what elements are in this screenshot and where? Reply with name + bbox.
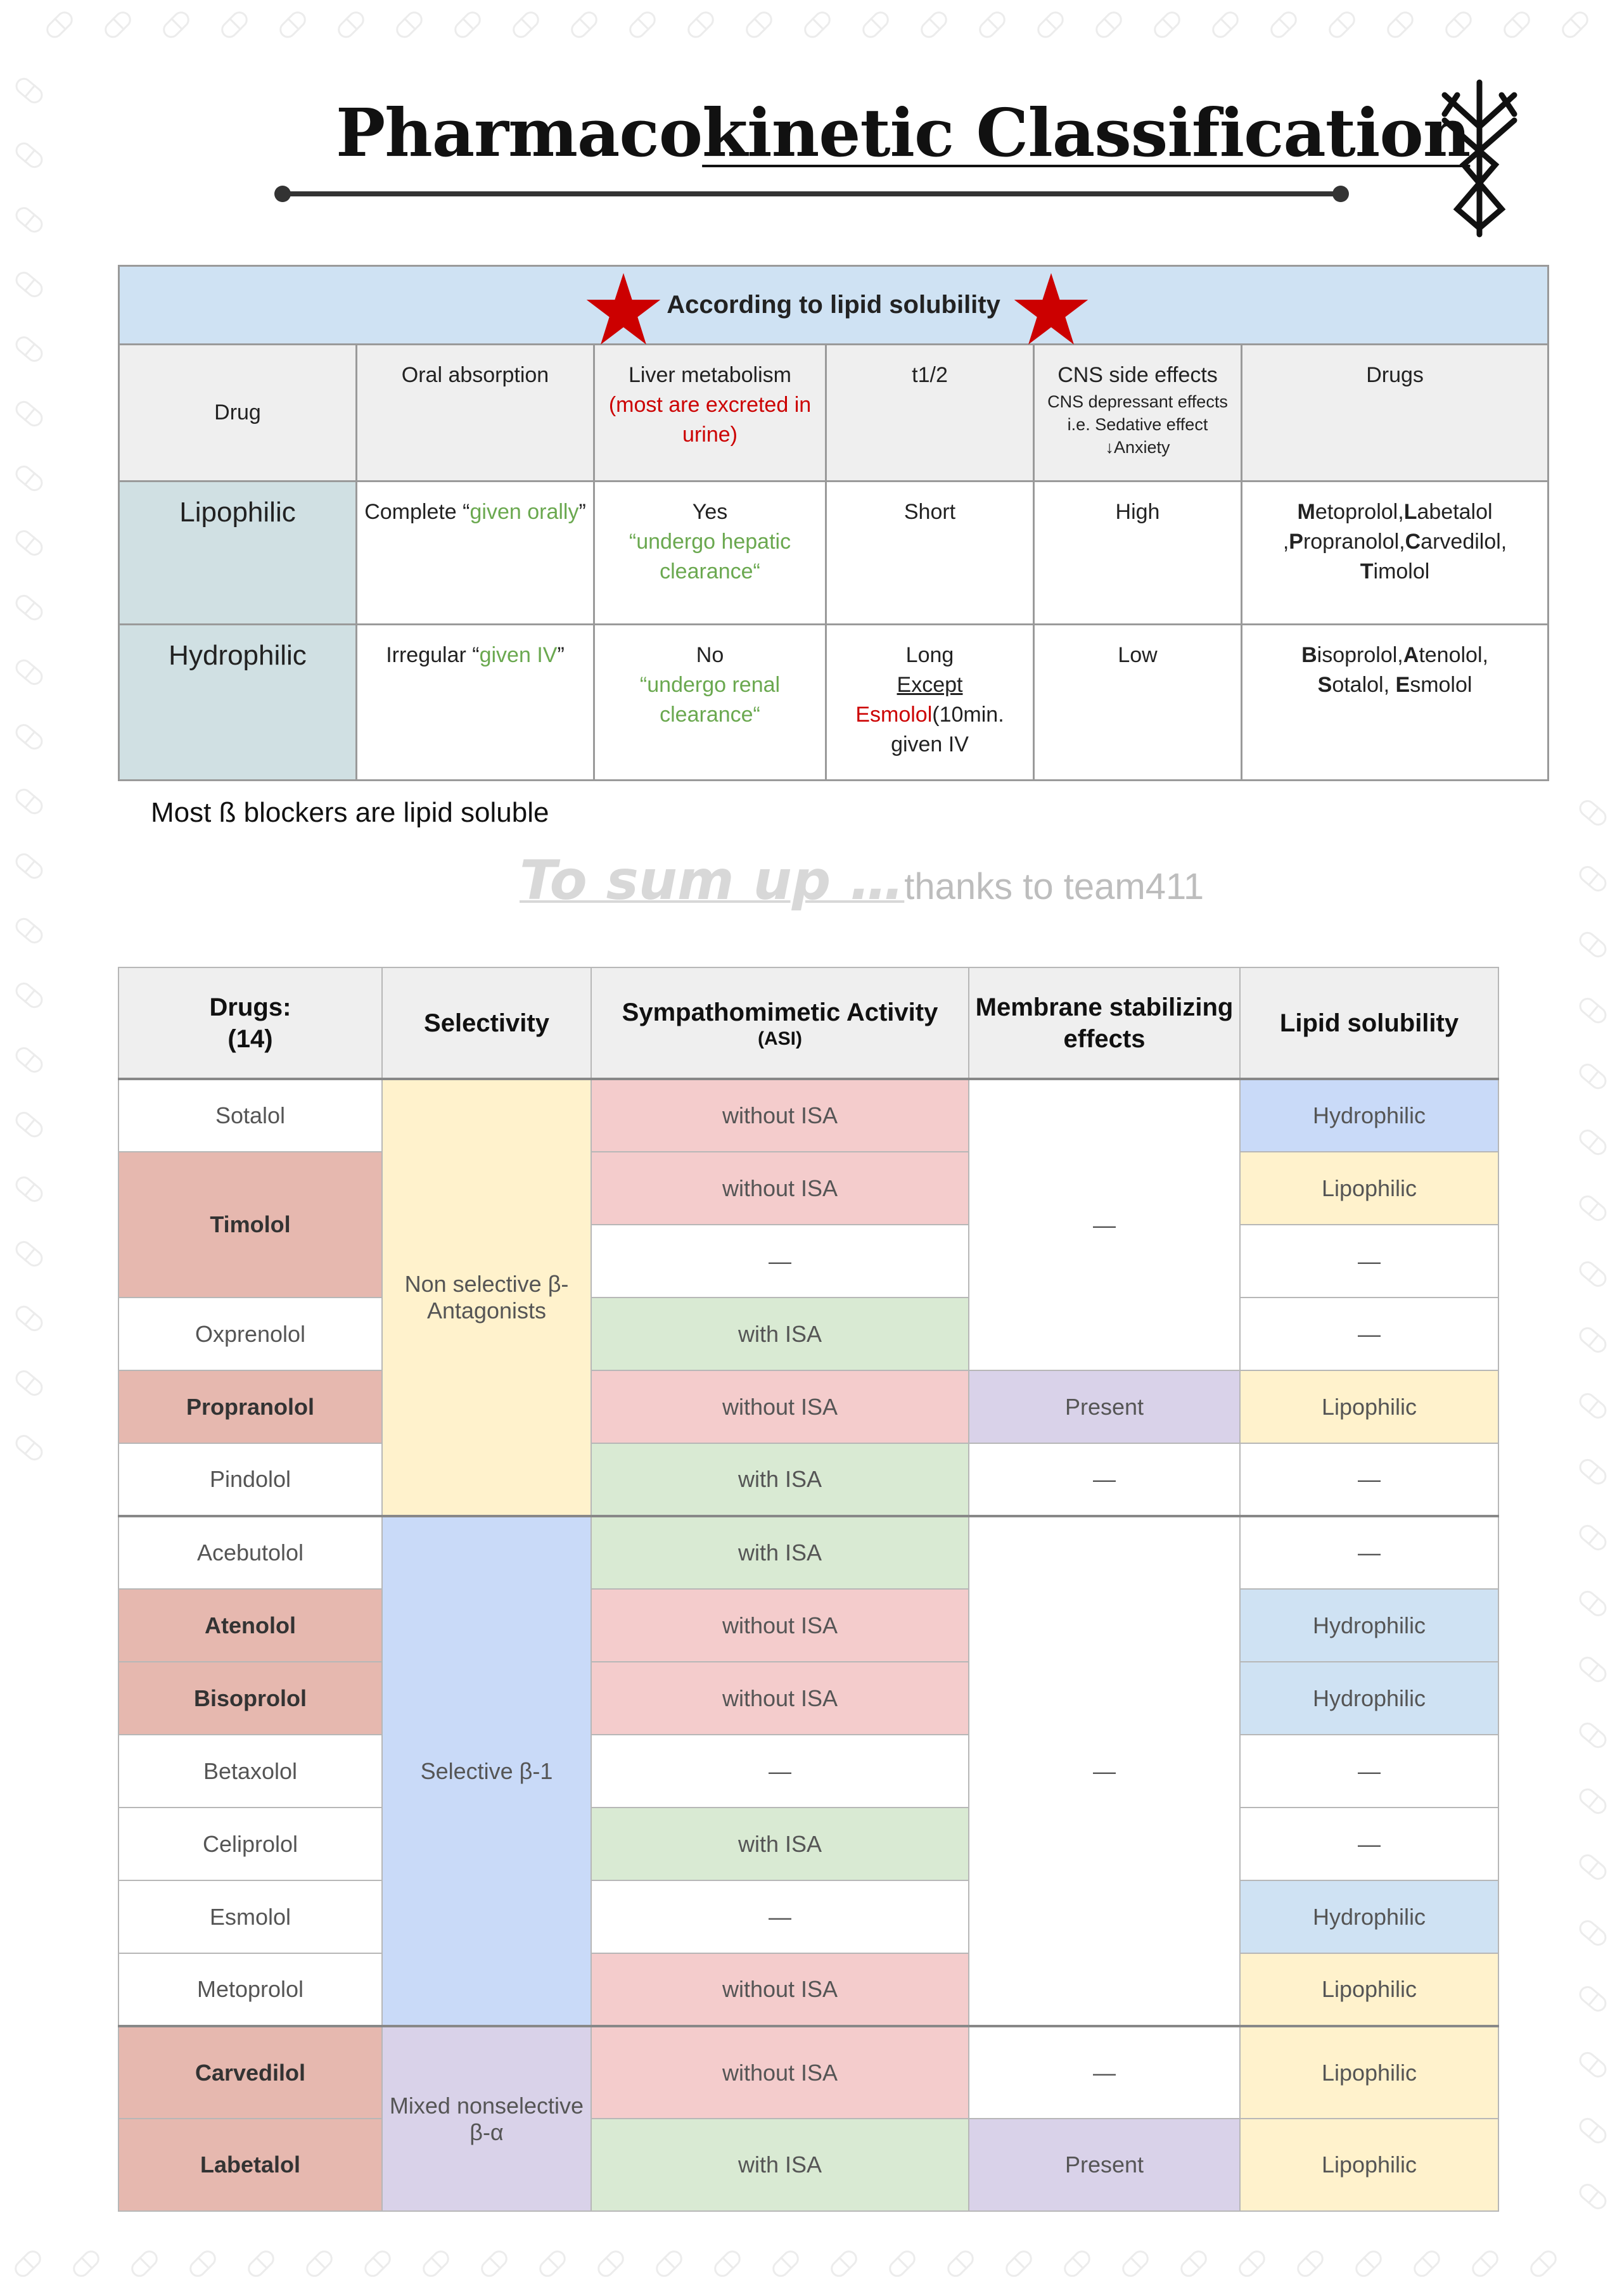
pill-decoration-icon (1576, 2181, 1609, 2213)
asi-cell: with ISA (591, 1443, 969, 1516)
table-row (118, 1808, 1498, 1880)
pill-decoration-icon (12, 527, 46, 559)
drug-cell: Celiprolol (118, 1808, 382, 1880)
lipid-soluble-note: Most ß blockers are lipid soluble (151, 797, 549, 828)
pill-decoration-icon (1151, 8, 1184, 41)
pill-decoration-icon (1576, 1917, 1609, 1949)
pill-decoration-icon (12, 915, 46, 947)
table-row (118, 1370, 1498, 1443)
pill-decoration-icon (1576, 1324, 1609, 1356)
page-title: Pharmacokinetic Classification (336, 94, 1471, 172)
pill-decoration-icon (801, 8, 834, 41)
pill-decoration-icon (1576, 1061, 1609, 1093)
membrane-cell: — (969, 1079, 1240, 1370)
selectivity-cell: Selective β-1 (382, 1516, 591, 2026)
pill-decoration-icon (711, 2247, 744, 2280)
pill-decoration-icon (12, 204, 46, 236)
pill-decoration-icon (1002, 2247, 1035, 2280)
pill-decoration-icon (12, 850, 46, 883)
membrane-cell: — (969, 2026, 1240, 2119)
col-header-membrane: Membrane stabilizing effects (969, 967, 1240, 1079)
lipophilic-drugs: Metoprolol,Labetalol ,Propranolol,Carvedilol, Timolol (1242, 482, 1549, 625)
pill-decoration-icon (653, 2247, 686, 2280)
pill-decoration-icon (859, 8, 892, 41)
pill-decoration-icon (12, 398, 46, 430)
asi-cell: without ISA (591, 1079, 969, 1152)
table-row (118, 2026, 1498, 2119)
pill-decoration-icon (1576, 1654, 1609, 1686)
asi-cell: with ISA (591, 1298, 969, 1370)
asi-cell: — (591, 1225, 969, 1298)
beta-blocker-summary-table (118, 967, 1499, 2212)
asi-cell: with ISA (591, 2119, 969, 2211)
lipophilic-cns: High (1034, 482, 1242, 625)
drug-cell: Betaxolol (118, 1735, 382, 1808)
col-header-t12: t1/2 (826, 345, 1034, 482)
pill-decoration-icon (12, 1303, 46, 1335)
drug-cell: Labetalol (118, 2119, 382, 2211)
cns-note: CNS depressant effects i.e. Sedative effect ↓Anxiety (1047, 392, 1228, 457)
pill-decoration-icon (393, 8, 426, 41)
hydrophilic-t12: Long Except Esmolol(10min. given IV (826, 625, 1034, 781)
lipid-cell: — (1240, 1443, 1498, 1516)
pill-decoration-icon (1442, 8, 1475, 41)
pill-decoration-icon (451, 8, 484, 41)
drug-cell: Acebutolol (118, 1516, 382, 1589)
pill-decoration-icon (335, 8, 367, 41)
table-row (118, 1953, 1498, 2026)
pill-decoration-icon (1576, 2115, 1609, 2147)
pill-decoration-icon (1325, 8, 1358, 41)
membrane-cell: — (969, 1443, 1240, 1516)
lipid-cell: Lipophilic (1240, 2026, 1498, 2119)
pill-decoration-icon (886, 2247, 919, 2280)
lipid-solubility-table (118, 265, 1549, 781)
pill-decoration-icon (917, 8, 950, 41)
lipid-cell: — (1240, 1735, 1498, 1808)
pill-decoration-icon (684, 8, 717, 41)
col-header-liver: Liver metabolism (most are excreted in urine) (594, 345, 826, 482)
drug-cell: Propranolol (118, 1370, 382, 1443)
pill-decoration-icon (12, 1367, 46, 1400)
lipid-cell: — (1240, 1225, 1498, 1298)
pill-decoration-icon (1294, 2247, 1327, 2280)
table-row (118, 1589, 1498, 1662)
asi-cell: with ISA (591, 1516, 969, 1589)
pill-decoration-icon (12, 656, 46, 689)
drug-cell: Bisoprolol (118, 1662, 382, 1735)
pill-decoration-icon (509, 8, 542, 41)
title-divider (283, 191, 1341, 196)
pill-decoration-icon (12, 75, 46, 107)
col-header-asi: Sympathomimetic Activity (ASI) (591, 967, 969, 1079)
pill-decoration-icon (101, 8, 134, 41)
pill-decoration-icon (976, 8, 1009, 41)
pill-decoration-icon (1469, 2247, 1502, 2280)
row-label-hydrophilic: Hydrophilic (119, 625, 357, 781)
pill-decoration-icon (1576, 995, 1609, 1027)
table-row (118, 1443, 1498, 1516)
col-header-selectivity: Selectivity (382, 967, 591, 1079)
lipophilic-oral: Complete “given orally” (357, 482, 594, 625)
pill-decoration-icon (1267, 8, 1300, 41)
pill-decoration-icon (12, 786, 46, 818)
pill-decoration-icon (1576, 929, 1609, 961)
pill-decoration-icon (769, 2247, 802, 2280)
pill-decoration-icon (1236, 2247, 1268, 2280)
pill-decoration-icon (827, 2247, 860, 2280)
pill-decoration-icon (1527, 2247, 1560, 2280)
pill-decoration-icon (1410, 2247, 1443, 2280)
drug-cell: Sotalol (118, 1079, 382, 1152)
hydrophilic-oral: Irregular “given IV” (357, 625, 594, 781)
pill-decoration-icon (1119, 2247, 1152, 2280)
col-header-oral: Oral absorption (357, 345, 594, 482)
pill-decoration-icon (1209, 8, 1242, 41)
pill-decoration-icon (419, 2247, 452, 2280)
pill-decoration-icon (1576, 1456, 1609, 1488)
pill-decoration-icon (1384, 8, 1417, 41)
lipid-cell: Hydrophilic (1240, 1589, 1498, 1662)
pill-decoration-icon (1576, 1719, 1609, 1752)
drug-cell: Metoprolol (118, 1953, 382, 2026)
pill-decoration-icon (11, 2247, 44, 2280)
pill-decoration-icon (743, 8, 776, 41)
table-caption-cell (119, 266, 1549, 345)
red-star-icon (1012, 270, 1090, 348)
membrane-cell: Present (969, 2119, 1240, 2211)
pill-decoration-icon (1576, 1522, 1609, 1554)
lipophilic-t12: Short (826, 482, 1034, 625)
table-row (118, 1079, 1498, 1152)
brand-sigil-logo (1432, 76, 1527, 247)
table-caption: According to lipid solubility (667, 291, 1000, 319)
pill-decoration-icon (1061, 2247, 1094, 2280)
table-row (118, 1152, 1498, 1225)
lipid-cell: Lipophilic (1240, 2119, 1498, 2211)
lipid-cell: — (1240, 1298, 1498, 1370)
selectivity-cell: Mixed nonselective β-α (382, 2026, 591, 2211)
pill-decoration-icon (944, 2247, 977, 2280)
pill-decoration-icon (594, 2247, 627, 2280)
drug-cell: Carvedilol (118, 2026, 382, 2119)
pill-decoration-icon (12, 592, 46, 624)
asi-cell: without ISA (591, 1370, 969, 1443)
hydrophilic-drugs: Bisoprolol,Atenolol, Sotalol, Esmolol (1242, 625, 1549, 781)
pill-decoration-icon (478, 2247, 511, 2280)
pill-decoration-icon (245, 2247, 278, 2280)
asi-cell: without ISA (591, 1589, 969, 1662)
lipid-cell: Hydrophilic (1240, 1079, 1498, 1152)
pill-decoration-icon (1576, 797, 1609, 829)
lipid-cell: Lipophilic (1240, 1152, 1498, 1225)
pill-decoration-icon (12, 979, 46, 1012)
pill-decoration-icon (1576, 1126, 1609, 1159)
table-row (118, 2119, 1498, 2211)
lipophilic-liver: Yes “undergo hepatic clearance“ (594, 482, 826, 625)
membrane-cell: Present (969, 1370, 1240, 1443)
hydrophilic-cns: Low (1034, 625, 1242, 781)
row-label-lipophilic: Lipophilic (119, 482, 357, 625)
pill-decoration-icon (12, 1432, 46, 1464)
drug-cell: Atenolol (118, 1589, 382, 1662)
col-header-lipid: Lipid solubility (1240, 967, 1498, 1079)
pill-decoration-icon (626, 8, 659, 41)
asi-cell: without ISA (591, 1152, 969, 1225)
asi-cell: — (591, 1880, 969, 1953)
col-header-cns: CNS side effects CNS depressant effects i.e. Sedative effect ↓Anxiety (1034, 345, 1242, 482)
col-header-drugs: Drugs (1242, 345, 1549, 482)
pill-decoration-icon (1576, 2049, 1609, 2081)
drug-cell: Oxprenolol (118, 1298, 382, 1370)
pill-decoration-icon (160, 8, 193, 41)
pill-decoration-icon (186, 2247, 219, 2280)
asi-cell: without ISA (591, 1953, 969, 2026)
pill-decoration-icon (1352, 2247, 1385, 2280)
sum-up-heading: To sum up …thanks to team411 (520, 849, 1204, 912)
hydrophilic-liver: No “undergo renal clearance“ (594, 625, 826, 781)
pill-decoration-icon (361, 2247, 394, 2280)
pill-decoration-icon (1576, 1588, 1609, 1620)
drug-cell: Esmolol (118, 1880, 382, 1953)
table-row (118, 1735, 1498, 1808)
pill-decoration-icon (568, 8, 601, 41)
pill-decoration-icon (12, 139, 46, 172)
membrane-cell: — (969, 1516, 1240, 2026)
table-row (118, 1662, 1498, 1735)
pill-decoration-icon (1576, 1785, 1609, 1818)
pill-decoration-icon (12, 269, 46, 301)
col-header-drugs-count: Drugs: (14) (118, 967, 382, 1079)
lipid-cell: Lipophilic (1240, 1953, 1498, 2026)
pill-decoration-icon (1559, 8, 1592, 41)
drug-cell: Pindolol (118, 1443, 382, 1516)
pill-decoration-icon (1092, 8, 1125, 41)
table-row (118, 1516, 1498, 1589)
selectivity-cell: Non selective β-Antagonists (382, 1079, 591, 1516)
drug-cell: Timolol (118, 1152, 382, 1298)
table-row (118, 1880, 1498, 1953)
pill-decoration-icon (12, 1109, 46, 1141)
liver-note: (most are excreted in urine) (608, 393, 812, 447)
pill-decoration-icon (1500, 8, 1533, 41)
col-header-drug: Drug (119, 345, 357, 482)
pill-decoration-icon (12, 333, 46, 366)
pill-decoration-icon (536, 2247, 569, 2280)
pill-decoration-icon (1576, 1390, 1609, 1422)
pill-decoration-icon (1576, 1192, 1609, 1225)
pill-decoration-icon (1576, 1851, 1609, 1884)
lipid-cell: Lipophilic (1240, 1370, 1498, 1443)
asi-cell: with ISA (591, 1808, 969, 1880)
pill-decoration-icon (43, 8, 76, 41)
lipid-cell: Hydrophilic (1240, 1662, 1498, 1735)
pill-decoration-icon (12, 1238, 46, 1270)
lipid-cell: — (1240, 1516, 1498, 1589)
lipid-cell: Hydrophilic (1240, 1880, 1498, 1953)
red-star-icon (584, 270, 663, 348)
pill-decoration-icon (12, 1173, 46, 1206)
pill-decoration-icon (128, 2247, 161, 2280)
pill-decoration-icon (1034, 8, 1067, 41)
pill-decoration-icon (1177, 2247, 1210, 2280)
asi-cell: — (591, 1735, 969, 1808)
asi-cell: without ISA (591, 1662, 969, 1735)
pill-decoration-icon (12, 721, 46, 753)
pill-decoration-icon (1576, 863, 1609, 895)
pill-decoration-icon (12, 1044, 46, 1076)
pill-decoration-icon (218, 8, 251, 41)
pill-decoration-icon (1576, 1258, 1609, 1291)
pill-decoration-icon (12, 462, 46, 495)
table-row (118, 1298, 1498, 1370)
asi-cell: without ISA (591, 2026, 969, 2119)
pill-decoration-icon (70, 2247, 103, 2280)
pill-decoration-icon (276, 8, 309, 41)
lipid-cell: — (1240, 1808, 1498, 1880)
pill-decoration-icon (303, 2247, 336, 2280)
pill-decoration-icon (1576, 1983, 1609, 2015)
